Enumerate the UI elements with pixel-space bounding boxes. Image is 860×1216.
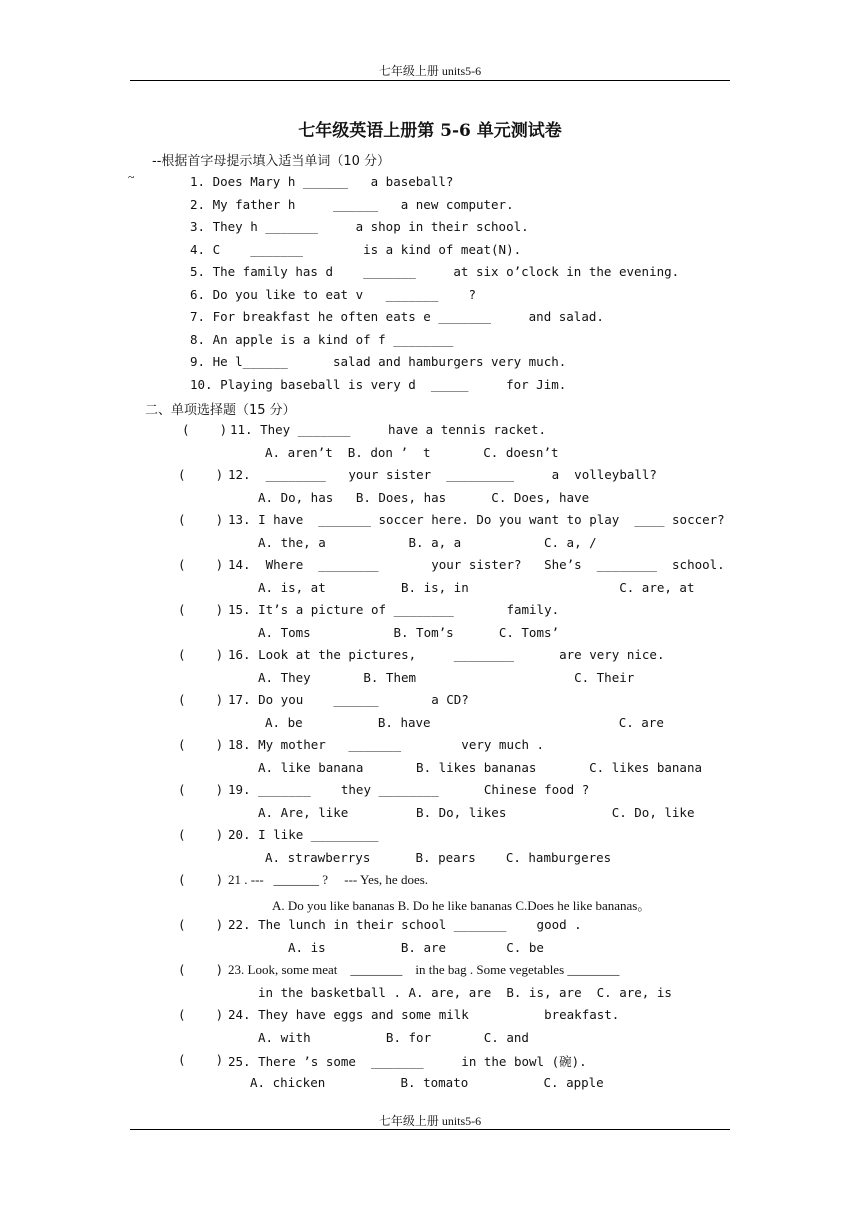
- question-options: A. the, a B. a, a C. a, /: [258, 534, 597, 550]
- answer-paren: ( ): [182, 422, 228, 437]
- question-options: A. chicken B. tomato C. apple: [250, 1074, 604, 1090]
- fill-blank-item: 10. Playing baseball is very d _____ for Jim.: [190, 376, 567, 392]
- answer-paren: ( ): [178, 917, 224, 932]
- answer-paren: ( ): [178, 512, 224, 527]
- answer-paren: ( ): [178, 602, 224, 617]
- question-text: 24. They have eggs and some milk breakfast.: [228, 1007, 620, 1022]
- section-mark: ~: [128, 170, 135, 184]
- answer-paren: ( ): [178, 692, 224, 707]
- answer-paren: ( ): [178, 827, 224, 842]
- question-text: 11. They _______ have a tennis racket.: [230, 422, 547, 437]
- question-text: 23. Look, some meat ________ in the bag . Some vegetables ________: [228, 962, 620, 977]
- page-header: 七年级上册 units5-6: [378, 64, 482, 78]
- question-text: 17. Do you ______ a CD?: [228, 692, 469, 707]
- question-options: in the basketball . A. are, are B. is, are C. are, is: [258, 984, 672, 1000]
- question-options: A. is, at B. is, in C. are, at: [258, 579, 695, 595]
- section1-heading: --根据首字母提示填入适当单词（10 分）: [152, 154, 391, 169]
- page-footer: 七年级上册 units5-6: [378, 1114, 482, 1128]
- question-options: A. strawberrys B. pears C. hamburgeres: [265, 849, 612, 865]
- question-options: A. Are, like B. Do, likes C. Do, like: [258, 804, 695, 820]
- question-options: A. aren’t B. don ’ t C. doesn’t: [265, 444, 559, 460]
- fill-blank-item: 6. Do you like to eat v _______ ?: [190, 286, 476, 302]
- footer-rule: [130, 1129, 730, 1130]
- fill-blank-item: 4. C _______ is a kind of meat(N).: [190, 241, 522, 257]
- fill-blank-item: 2. My father h ______ a new computer.: [190, 196, 514, 212]
- question-options: A. with B. for C. and: [258, 1029, 529, 1045]
- question-options: A. be B. have C. are: [265, 714, 664, 730]
- fill-blank-item: 8. An apple is a kind of f ________: [190, 331, 454, 347]
- answer-paren: ( ): [178, 1007, 224, 1022]
- question-options: A. like banana B. likes bananas C. likes banana: [258, 759, 703, 775]
- answer-paren: ( ): [178, 962, 224, 977]
- fill-blank-item: 5. The family has d _______ at six o’clock in the evening.: [190, 264, 680, 279]
- answer-paren: ( ): [178, 557, 224, 572]
- question-text: 15. It’s a picture of ________ family.: [228, 602, 560, 617]
- section2-heading: 二、单项选择题（15 分）: [145, 403, 296, 418]
- question-options: A. Do, has B. Does, has C. Does, have: [258, 489, 590, 505]
- question-options: A. They B. Them C. Their: [258, 669, 635, 685]
- answer-paren: ( ): [178, 872, 224, 887]
- question-text: 16. Look at the pictures, ________ are very nice.: [228, 647, 665, 662]
- answer-paren: ( ): [178, 1052, 224, 1067]
- header-rule: [130, 80, 730, 81]
- answer-paren: ( ): [178, 647, 224, 662]
- question-text: 14. Where ________ your sister? She’s ________ school.: [228, 557, 725, 572]
- question-text: 18. My mother _______ very much .: [228, 737, 545, 752]
- question-options: A. is B. are C. be: [288, 939, 544, 955]
- question-text: 13. I have _______ soccer here. Do you want to play ____ soccer?: [228, 512, 725, 527]
- fill-blank-item: 9. He l______ salad and hamburgers very much.: [190, 354, 567, 369]
- answer-paren: ( ): [178, 467, 224, 482]
- question-text: 19. _______ they ________ Chinese food ?: [228, 782, 590, 797]
- question-options: A. Do you like bananas B. Do he like bananas C.Does he like bananas。: [272, 897, 651, 913]
- question-text: 21 . --- _______ ? --- Yes, he does.: [228, 872, 429, 887]
- fill-blank-item: 1. Does Mary h ______ a baseball?: [190, 174, 454, 189]
- answer-paren: ( ): [178, 782, 224, 797]
- page-title: 七年级英语上册第 5-6 单元测试卷: [298, 121, 562, 141]
- answer-paren: ( ): [178, 737, 224, 752]
- question-text: 22. The lunch in their school _______ good .: [228, 917, 582, 932]
- question-text: 25. There ’s some _______ in the bowl (碗).: [228, 1054, 587, 1069]
- question-options: A. Toms B. Tom’s C. Toms’: [258, 624, 560, 640]
- question-text: 20. I like _________: [228, 827, 379, 842]
- fill-blank-item: 7. For breakfast he often eats e _______ and salad.: [190, 309, 604, 324]
- question-text: 12. ________ your sister _________ a volleyball?: [228, 467, 657, 482]
- fill-blank-item: 3. They h _______ a shop in their school.: [190, 219, 529, 234]
